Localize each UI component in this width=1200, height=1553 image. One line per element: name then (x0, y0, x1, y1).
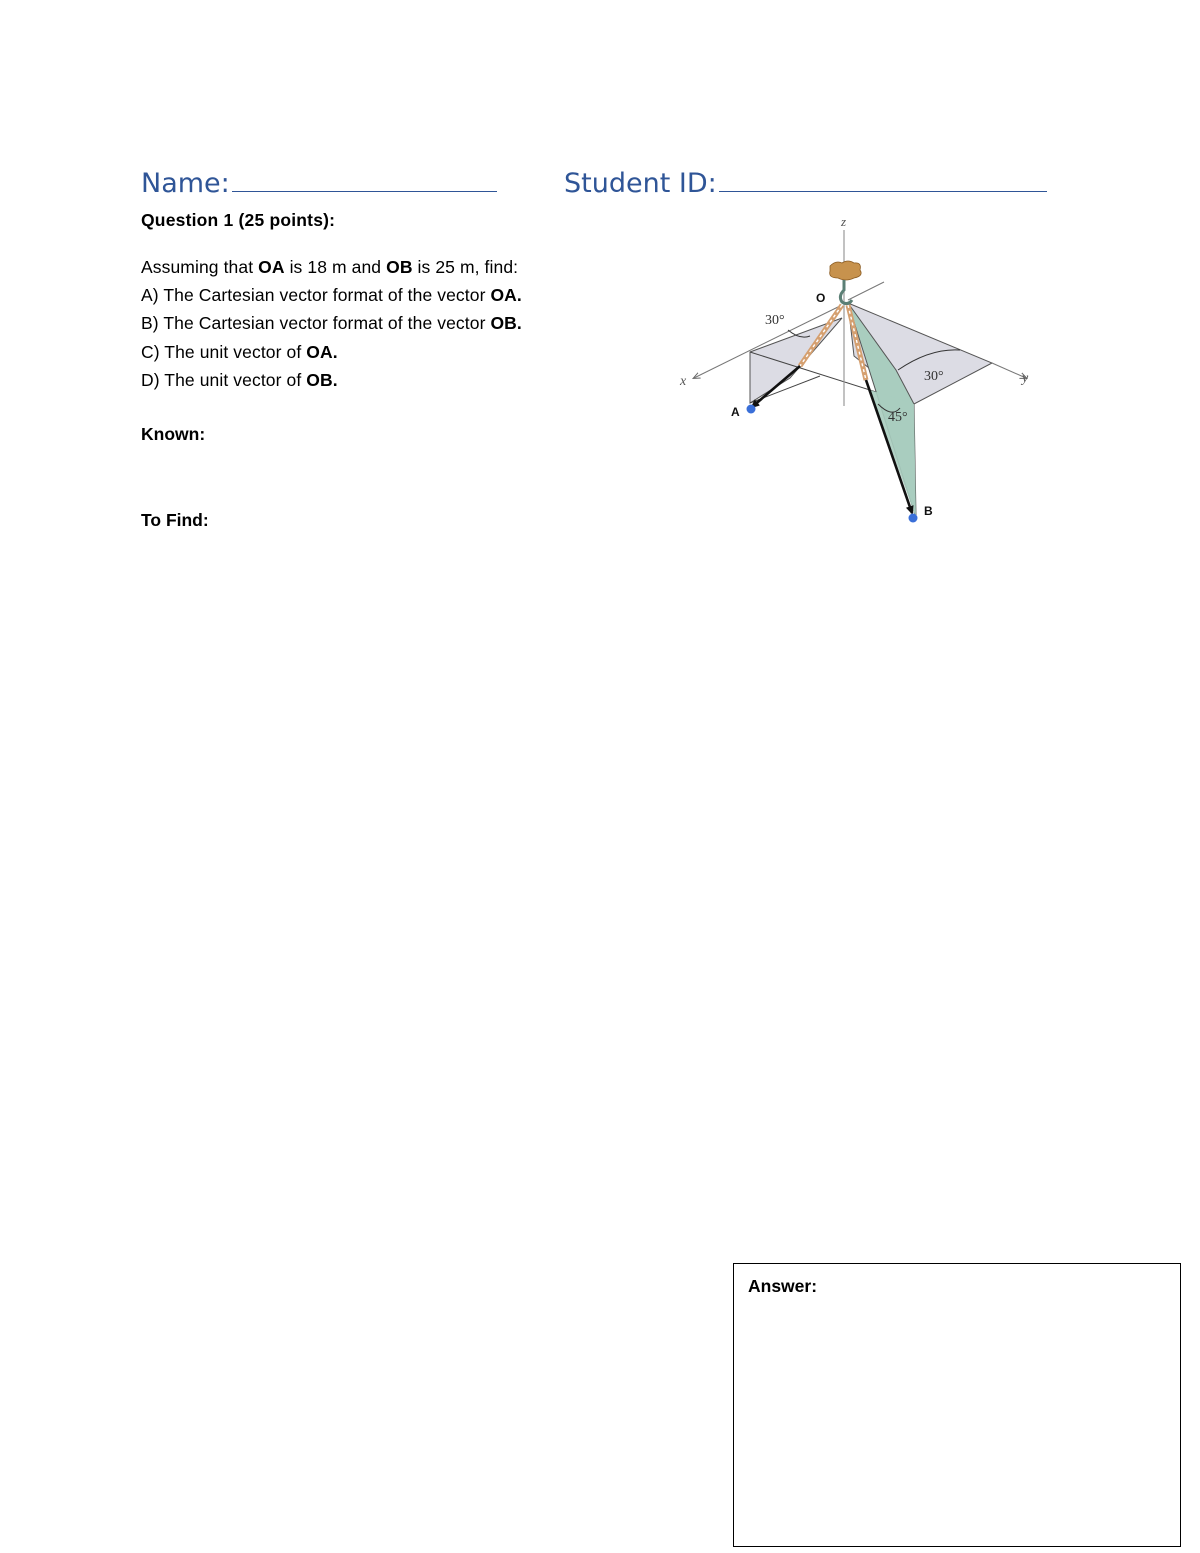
intro-oa: OA (258, 257, 285, 277)
intro-ob: OB (386, 257, 413, 277)
item-text: B) The Cartesian vector format of the vector (141, 313, 491, 334)
item-text: D) The unit vector of (141, 369, 307, 390)
question-intro (141, 253, 522, 281)
vector-diagram (670, 208, 1040, 533)
student-id-label: Student ID: (564, 168, 717, 199)
item-bold: OB. (306, 369, 338, 390)
x-axis-back (848, 282, 884, 300)
y-axis (992, 363, 1026, 378)
question-item-d (141, 366, 522, 394)
point-a-marker (747, 405, 756, 414)
to-find-label: To Find: (141, 510, 209, 530)
name-field (141, 168, 497, 199)
gray-plane-left (750, 318, 842, 403)
item-bold: OA. (306, 341, 338, 362)
z-axis-label: z (841, 214, 847, 229)
y-axis-label: y (1022, 371, 1029, 386)
intro-text: is 25 m, find: (412, 257, 519, 277)
point-a-label: A (731, 405, 740, 419)
name-label: Name: (141, 168, 230, 199)
point-o-label: O (816, 291, 826, 305)
known-label: Known: (141, 424, 206, 444)
item-text: A) The Cartesian vector format of the vector (141, 285, 491, 306)
angle-oa-label: 30° (765, 313, 785, 328)
angle-vertical-label: 45° (888, 410, 908, 425)
x-axis-label: x (680, 374, 687, 389)
hook-icon (840, 280, 852, 304)
student-id-field (564, 168, 1047, 199)
ceiling-mount-icon (830, 261, 861, 280)
item-bold: OA. (490, 285, 522, 306)
item-text: C) The unit vector of (141, 341, 307, 362)
angle-horizontal-label: 30° (924, 369, 944, 384)
answer-label: Answer: (748, 1276, 818, 1296)
point-b-marker (909, 514, 918, 523)
question-item-a (141, 281, 522, 309)
question-item-b (141, 309, 522, 337)
question-item-c (141, 338, 522, 366)
answer-box[interactable] (733, 1263, 1181, 1547)
name-blank-line[interactable] (232, 169, 497, 192)
point-b-label: B (924, 504, 933, 518)
student-id-blank-line[interactable] (719, 169, 1047, 192)
question-title: Question 1 (25 points): (141, 210, 336, 230)
question-body (141, 253, 522, 394)
item-bold: OB. (490, 313, 522, 334)
intro-text: is 18 m and (284, 257, 387, 277)
intro-text: Assuming that (141, 257, 259, 277)
